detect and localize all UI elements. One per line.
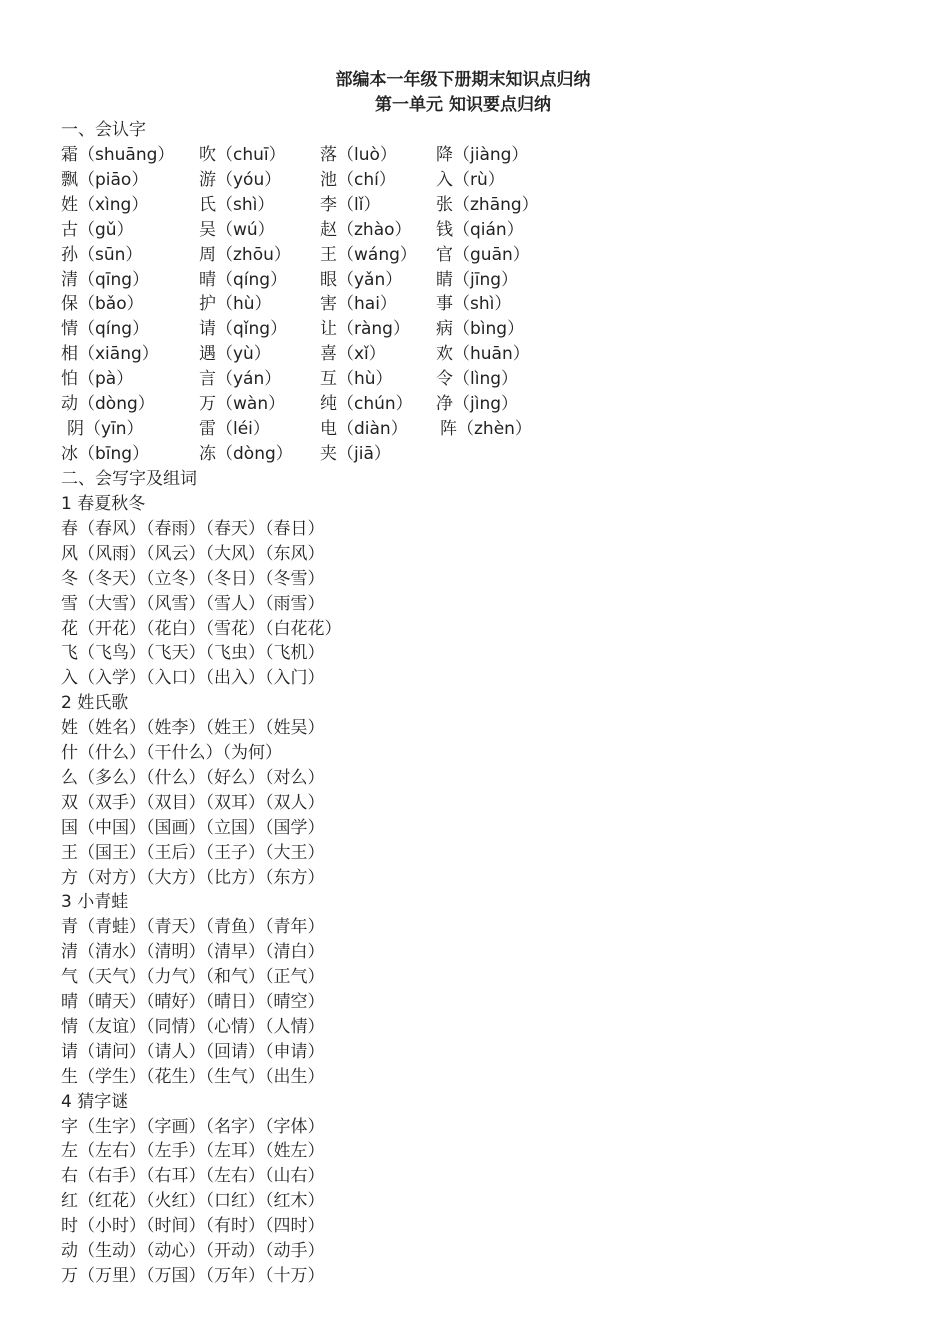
word-group-row: 情（友谊）（同情）（心情）（人情） bbox=[61, 1016, 325, 1037]
character-pinyin: 万（wàn） bbox=[199, 394, 286, 414]
lesson-title: 2 姓氏歌 bbox=[61, 693, 129, 714]
character-pinyin: 净（jìng） bbox=[436, 394, 519, 414]
character-pinyin: 互（hù） bbox=[320, 369, 393, 390]
character-pinyin: 降（jiàng） bbox=[436, 145, 529, 165]
character-pinyin: 钱（qián） bbox=[436, 219, 524, 240]
word-group-row: 什（什么）（干什么）（为何） bbox=[61, 743, 282, 763]
word-group-row: 请（请问）（请人）（回请）（申请） bbox=[61, 1041, 325, 1062]
character-pinyin: 池（chí） bbox=[320, 169, 396, 190]
character-pinyin: 落（luò） bbox=[320, 145, 397, 165]
character-pinyin: 让（ràng） bbox=[320, 319, 410, 340]
word-group-row: 方（对方）（大方）（比方）（东方） bbox=[61, 867, 325, 888]
character-pinyin: 眼（yǎn） bbox=[320, 269, 403, 290]
word-group-row: 王（国王）（王后）（王子）（大王） bbox=[61, 842, 325, 863]
character-pinyin: 护（hù） bbox=[199, 294, 272, 315]
character-pinyin: 保（bǎo） bbox=[61, 294, 144, 315]
word-group-row: 姓（姓名）（姓李）（姓王）（姓吴） bbox=[61, 718, 325, 739]
word-group-row: 飞（飞鸟）（飞天）（飞虫）（飞机） bbox=[61, 643, 325, 664]
character-pinyin: 害（hai） bbox=[320, 294, 397, 315]
word-group-row: 风（风雨）（风云）（大风）（东风） bbox=[61, 543, 325, 564]
word-group-row: 花（开花）（花白）（雪花）（白花花） bbox=[61, 618, 342, 639]
character-pinyin: 张（zhāng） bbox=[436, 194, 539, 215]
character-pinyin: 冻（dòng） bbox=[199, 443, 293, 464]
character-pinyin: 李（lǐ） bbox=[320, 194, 381, 215]
word-group-row: 生（学生）（花生）（生气）（出生） bbox=[61, 1066, 325, 1087]
character-pinyin: 阵（zhèn） bbox=[440, 418, 532, 439]
character-pinyin: 动（dòng） bbox=[61, 394, 155, 414]
word-group-row: 气（天气）（力气）（和气）（正气） bbox=[61, 967, 325, 988]
word-group-row: 雪（大雪）（风雪）（雪人）（雨雪） bbox=[61, 593, 325, 614]
word-group-row: 红（红花）（火红）（口红）（红木） bbox=[61, 1191, 325, 1212]
lesson-title: 3 小青蛙 bbox=[61, 892, 129, 913]
lesson-title: 1 春夏秋冬 bbox=[61, 494, 146, 514]
word-group-row: 晴（晴天）（晴好）（晴日）（晴空） bbox=[61, 992, 325, 1012]
character-pinyin: 吹（chuī） bbox=[199, 145, 286, 165]
word-group-row: 入（入学）（入口）（出入）（入门） bbox=[61, 668, 325, 689]
character-pinyin: 相（xiāng） bbox=[61, 344, 159, 365]
word-group-row: 青（青蛙）（青天）（青鱼）（青年） bbox=[61, 917, 325, 938]
character-pinyin: 纯（chún） bbox=[320, 394, 413, 414]
character-pinyin: 游（yóu） bbox=[199, 169, 282, 190]
character-pinyin: 夹（jiā） bbox=[320, 443, 391, 464]
character-pinyin: 雷（léi） bbox=[199, 418, 270, 439]
word-group-row: 清（清水）（清明）（清早）（清白） bbox=[61, 942, 325, 963]
character-pinyin: 古（gǔ） bbox=[61, 219, 134, 240]
character-pinyin: 令（lìng） bbox=[436, 369, 519, 390]
word-group-row: 右（右手）（右耳）（左右）（山右） bbox=[61, 1166, 325, 1187]
word-group-row: 万（万里）（万国）（万年）（十万） bbox=[61, 1265, 325, 1286]
character-pinyin: 怕（pà） bbox=[61, 369, 134, 390]
character-pinyin: 入（rù） bbox=[436, 169, 505, 190]
character-pinyin: 姓（xìng） bbox=[61, 194, 149, 215]
character-pinyin: 电（diàn） bbox=[320, 418, 408, 439]
word-group-row: 么（多么）（什么）（好么）（对么） bbox=[61, 767, 325, 788]
lesson-title: 4 猜字谜 bbox=[61, 1091, 129, 1112]
character-pinyin: 事（shì） bbox=[436, 294, 512, 315]
unit-title: 第一单元 知识要点归纳 bbox=[375, 95, 551, 115]
word-group-row: 春（春风）（春雨）（春天）（春日） bbox=[61, 518, 325, 539]
section-heading-recognize: 一、会认字 bbox=[61, 120, 146, 140]
character-pinyin: 飘（piāo） bbox=[61, 169, 149, 190]
word-group-row: 时（小时）（时间）（有时）（四时） bbox=[61, 1216, 325, 1237]
character-pinyin: 情（qíng） bbox=[61, 319, 150, 340]
word-group-row: 左（左右）（左手）（左耳）（姓左） bbox=[61, 1141, 325, 1162]
character-pinyin: 周（zhōu） bbox=[199, 244, 291, 265]
character-pinyin: 阴（yīn） bbox=[67, 418, 144, 439]
character-pinyin: 冰（bīng） bbox=[61, 443, 150, 464]
character-pinyin: 晴（qíng） bbox=[199, 269, 288, 290]
word-group-row: 国（中国）（国画）（立国）（国学） bbox=[61, 817, 325, 838]
character-pinyin: 王（wáng） bbox=[320, 244, 417, 265]
document-title: 部编本一年级下册期末知识点归纳 bbox=[335, 70, 591, 90]
character-pinyin: 言（yán） bbox=[199, 369, 282, 390]
word-group-row: 动（生动）（动心）（开动）（动手） bbox=[61, 1241, 325, 1261]
character-pinyin: 赵（zhào） bbox=[320, 219, 412, 240]
character-pinyin: 病（bìng） bbox=[436, 319, 525, 340]
word-group-row: 字（生字）（字画）（名字）（字体） bbox=[61, 1116, 325, 1137]
character-pinyin: 欢（huān） bbox=[436, 344, 530, 365]
character-pinyin: 孙（sūn） bbox=[61, 244, 143, 265]
section-heading-write: 二、会写字及组词 bbox=[61, 469, 197, 489]
character-pinyin: 喜（xǐ） bbox=[320, 344, 386, 365]
character-pinyin: 请（qǐng） bbox=[199, 319, 288, 340]
word-group-row: 冬（冬天）（立冬）（冬日）（冬雪） bbox=[61, 568, 325, 589]
character-pinyin: 遇（yù） bbox=[199, 344, 271, 365]
word-group-row: 双（双手）（双目）（双耳）（双人） bbox=[61, 792, 325, 813]
character-pinyin: 官（guān） bbox=[436, 244, 530, 265]
character-pinyin: 氏（shì） bbox=[199, 194, 275, 215]
character-pinyin: 清（qīng） bbox=[61, 269, 150, 290]
character-pinyin: 睛（jīng） bbox=[436, 269, 519, 290]
character-pinyin: 霜（shuāng） bbox=[61, 145, 175, 165]
character-pinyin: 吴（wú） bbox=[199, 219, 275, 240]
